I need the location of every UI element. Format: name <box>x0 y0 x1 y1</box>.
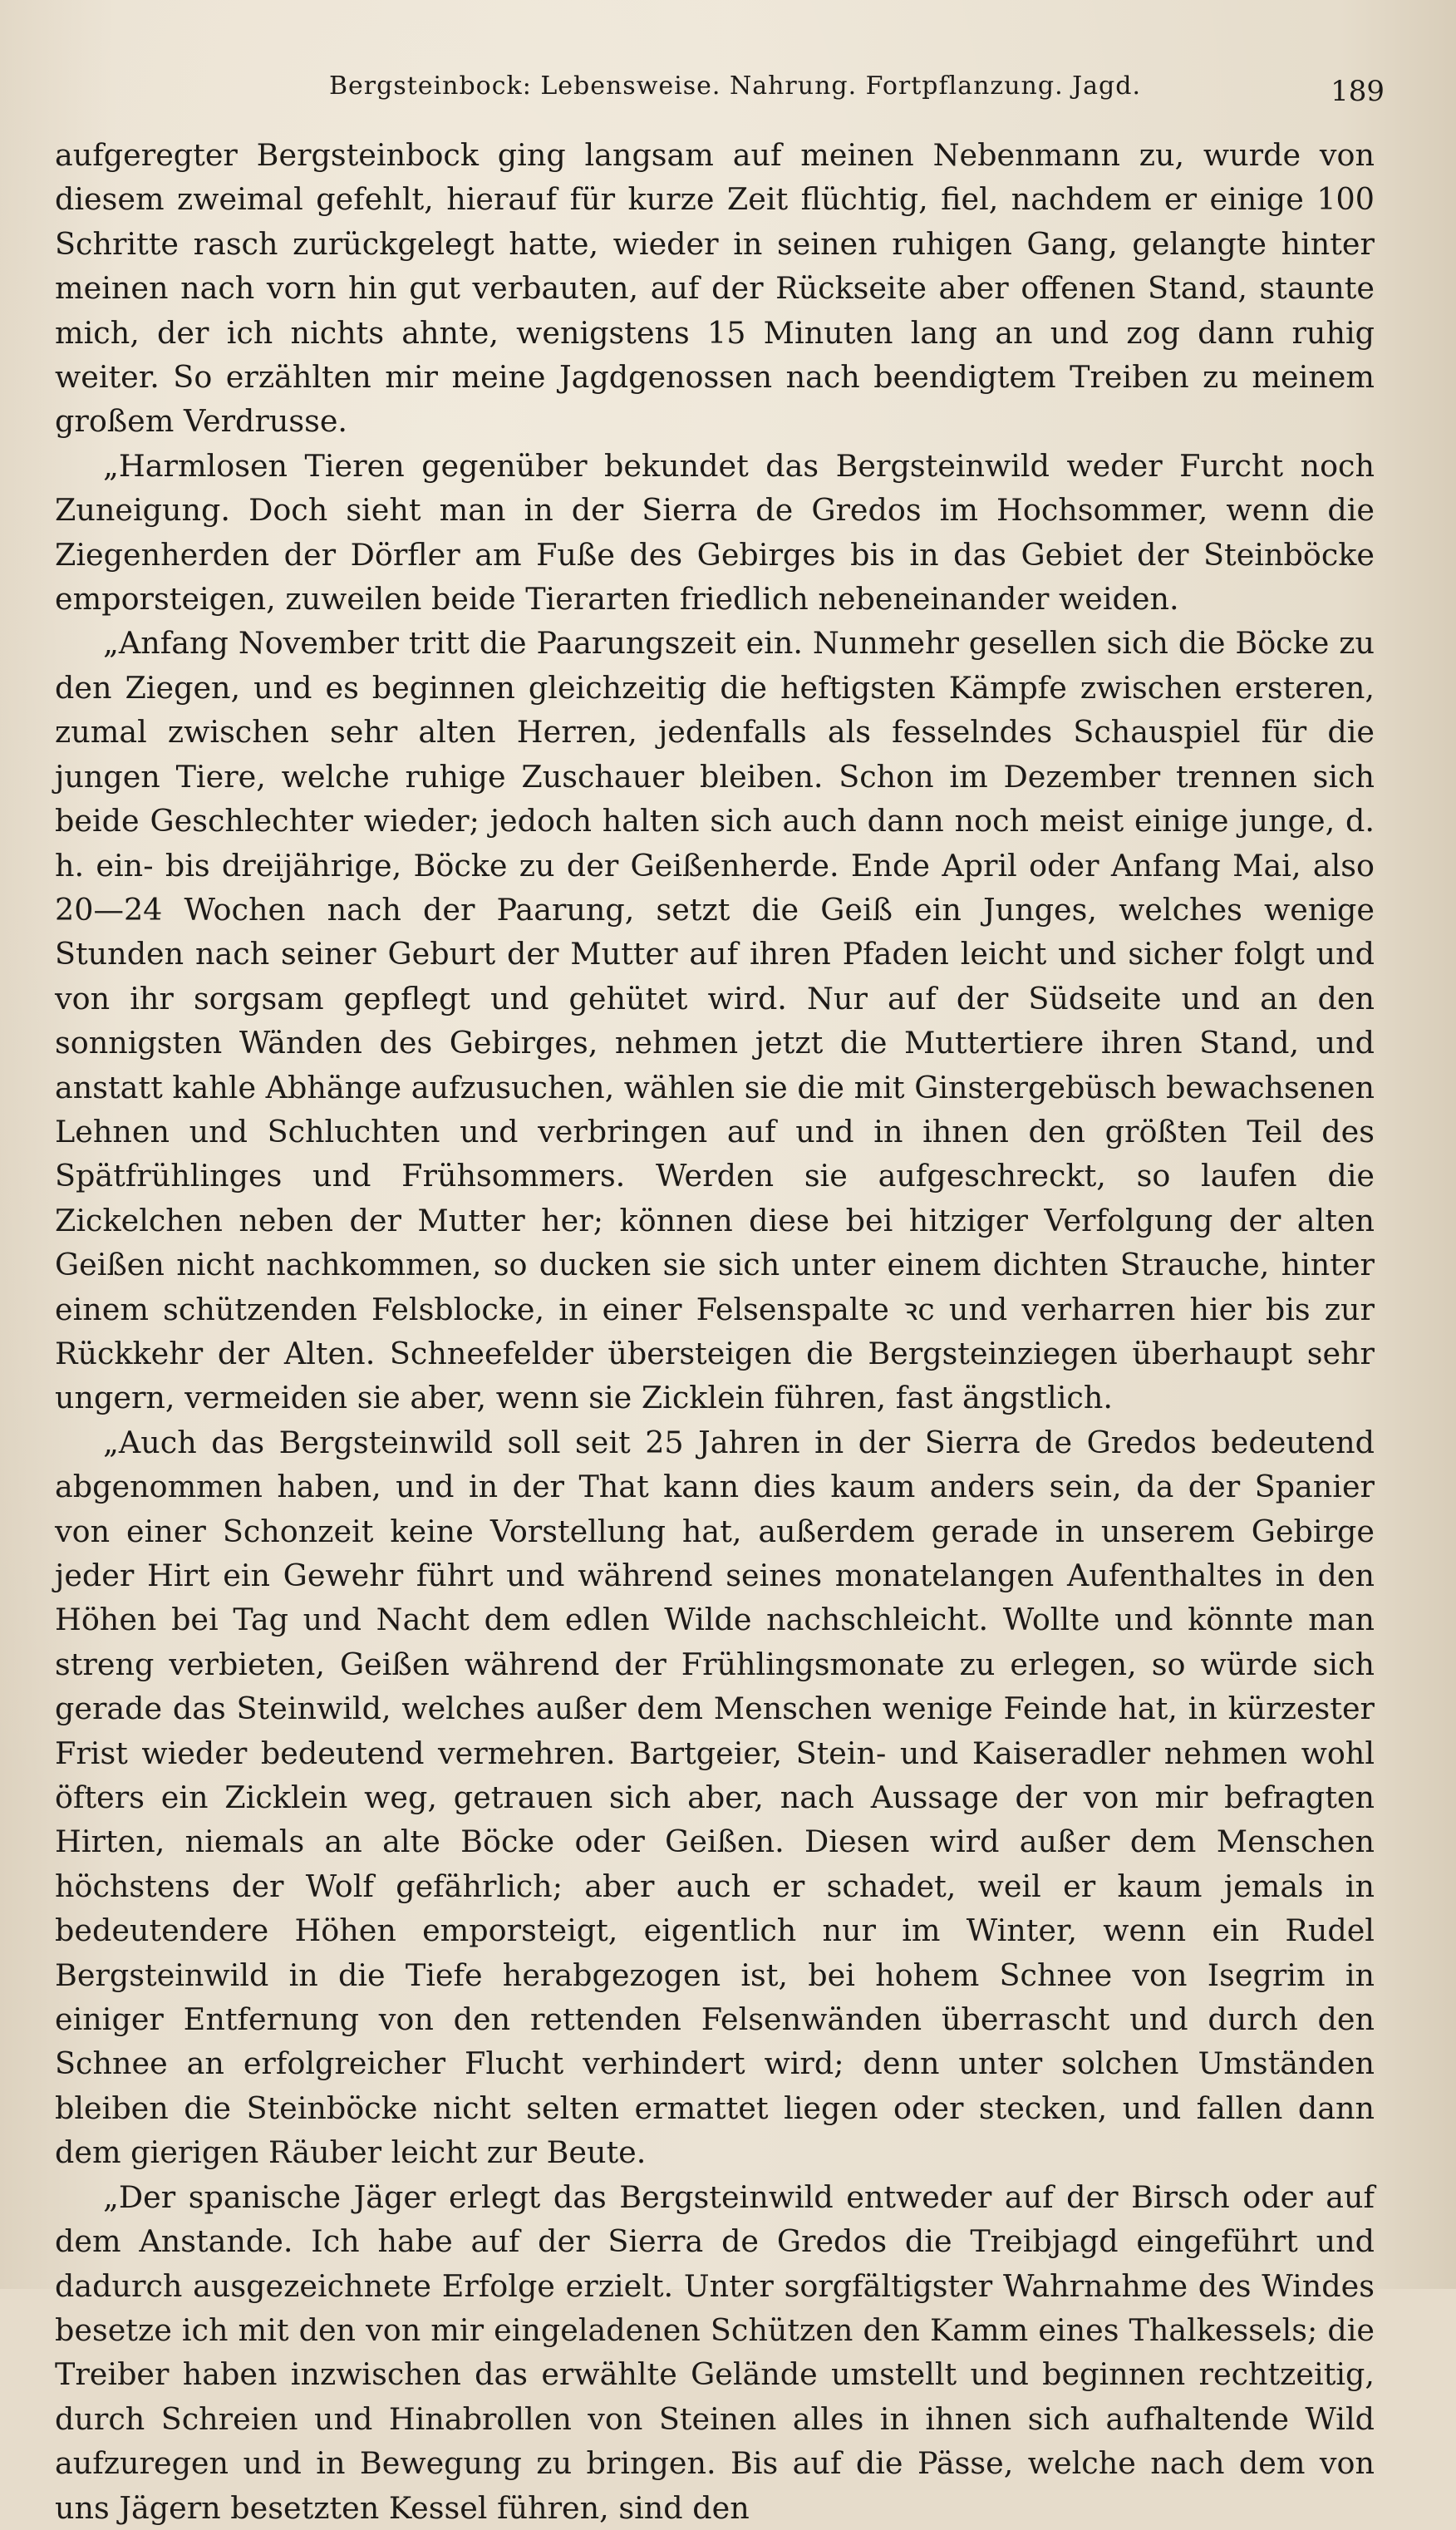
page-number: 189 <box>1331 75 1385 108</box>
body-text <box>55 133 1375 2530</box>
paragraph-population-decline: „Auch das Bergsteinwild soll seit 25 Jahren in der Sierra de Gredos bedeutend abgenommen haben, und in der That kann dies kaum anders sein, da der Spanier von einer Schonzeit keine Vorstellung hat, außerdem gerade in unserem Gebirge jeder Hirt ein Gewehr führt und während seines monatelangen Aufenthaltes in den Höhen bei Tag und Nacht dem edlen Wilde nachschleicht. Wollte und könnte man streng verbieten, Geißen während der Frühlingsmonate zu erlegen, so würde sich gerade das Steinwild, welches außer dem Menschen wenige Feinde hat, in kürzester Frist wieder bedeutend vermehren. Bartgeier, Stein- und Kaiseradler nehmen wohl öfters ein Zicklein weg, getrauen sich aber, nach Aussage der von mir befragten Hirten, niemals an alte Böcke oder Geißen. Diesen wird außer dem Menschen höchstens der Wolf gefährlich; aber auch er schadet, weil er kaum jemals in bedeutendere Höhen emporsteigt, eigentlich nur im Winter, wenn ein Rudel Bergsteinwild in die Tiefe herabgezogen ist, bei hohem Schnee von Isegrim in einiger Entfernung von den rettenden Felsenwänden überrascht und durch den Schnee an erfolgreicher Flucht verhindert wird; denn unter solchen Umständen bleiben die Steinböcke nicht selten ermattet liegen oder stecken, und fallen dann dem gierigen Räuber leicht zur Beute. <box>55 1424 1375 2171</box>
paragraph-hunting: „Der spanische Jäger erlegt das Bergsteinwild entweder auf der Birsch oder auf dem Anstande. Ich habe auf der Sierra de Gredos die Treibjagd eingeführt und dadurch ausgezeichnete Erfolge erzielt. Unter sorgfältigster Wahrnahme des Windes besetze ich mit den von mir eingeladenen Schützen den Kamm eines Thalkessels; die Treiber haben inzwischen das erwählte Gelände umstellt und beginnen rechtzeitig, durch Schreien und Hinabrollen von Steinen alles in ihnen sich aufhaltende Wild aufzuregen und in Bewegung zu bringen. Bis auf die Pässe, welche nach dem von uns Jägern besetzten Kessel führen, sind den <box>55 2178 1375 2526</box>
running-head: Bergsteinbock: Lebensweise. Nahrung. Fortpflanzung. Jagd. <box>329 71 1141 101</box>
page-header <box>55 65 1385 123</box>
paragraph-continued: aufgeregter Bergsteinbock ging langsam auf meinen Nebenmann zu, wurde von diesem zweimal gefehlt, hierauf für kurze Zeit flüchtig, fiel, nachdem er einige 100 Schritte rasch zurückgelegt hatte, wieder in seinen ruhigen Gang, gelangte hinter meinen nach vorn hin gut verbauten, auf der Rückseite aber offenen Stand, staunte mich, der ich nichts ahnte, wenigstens 15 Minuten lang an und zog dann ruhig weiter. So erzählten mir meine Jagdgenossen nach beendigtem Treiben zu meinem großem Verdrusse. <box>55 137 1375 440</box>
paragraph-harmless-animals: „Harmlosen Tieren gegenüber bekundet das Bergsteinwild weder Furcht noch Zuneigung. Doch sieht man in der Sierra de Gredos im Hochsommer, wenn die Ziegenherden der Dörfler am Fuße des Gebirges bis in das Gebiet der Steinböcke emporsteigen, zuweilen beide Tierarten friedlich nebeneinander weiden. <box>55 447 1375 618</box>
paragraph-mating-season: „Anfang November tritt die Paarungszeit ein. Nunmehr gesellen sich die Böcke zu den Ziegen, und es beginnen gleichzeitig die heftigsten Kämpfe zwischen ersteren, zumal zwischen sehr alten Herren, jedenfalls als fesselndes Schauspiel für die jungen Tiere, welche ruhige Zuschauer bleiben. Schon im Dezember trennen sich beide Geschlechter wieder; jedoch halten sich auch dann noch meist einige junge, d. h. ein- bis dreijährige, Böcke zu der Geißenherde. Ende April oder Anfang Mai, also 20—24 Wochen nach der Paarung, setzt die Geiß ein Junges, welches wenige Stunden nach seiner Geburt der Mutter auf ihren Pfaden leicht und sicher folgt und von ihr sorgsam gepflegt und gehütet wird. Nur auf der Südseite und an den sonnigsten Wänden des Gebirges, nehmen jetzt die Muttertiere ihren Stand, und anstatt kahle Abhänge aufzusuchen, wählen sie die mit Ginstergebüsch bewachsenen Lehnen und Schluchten und verbringen auf und in ihnen den größten Teil des Spätfrühlinges und Frühsommers. Werden sie aufgeschreckt, so laufen die Zickelchen neben der Mutter her; können diese bei hitziger Verfolgung der alten Geißen nicht nachkommen, so ducken sie sich unter einem dichten Strauche, hinter einem schützenden Felsblocke, in einer Felsenspalte ꝛc und verharren hier bis zur Rückkehr der Alten. Schneefelder übersteigen die Bergsteinziegen überhaupt sehr ungern, vermeiden sie aber, wenn sie Zicklein führen, fast ängstlich. <box>55 625 1375 1416</box>
